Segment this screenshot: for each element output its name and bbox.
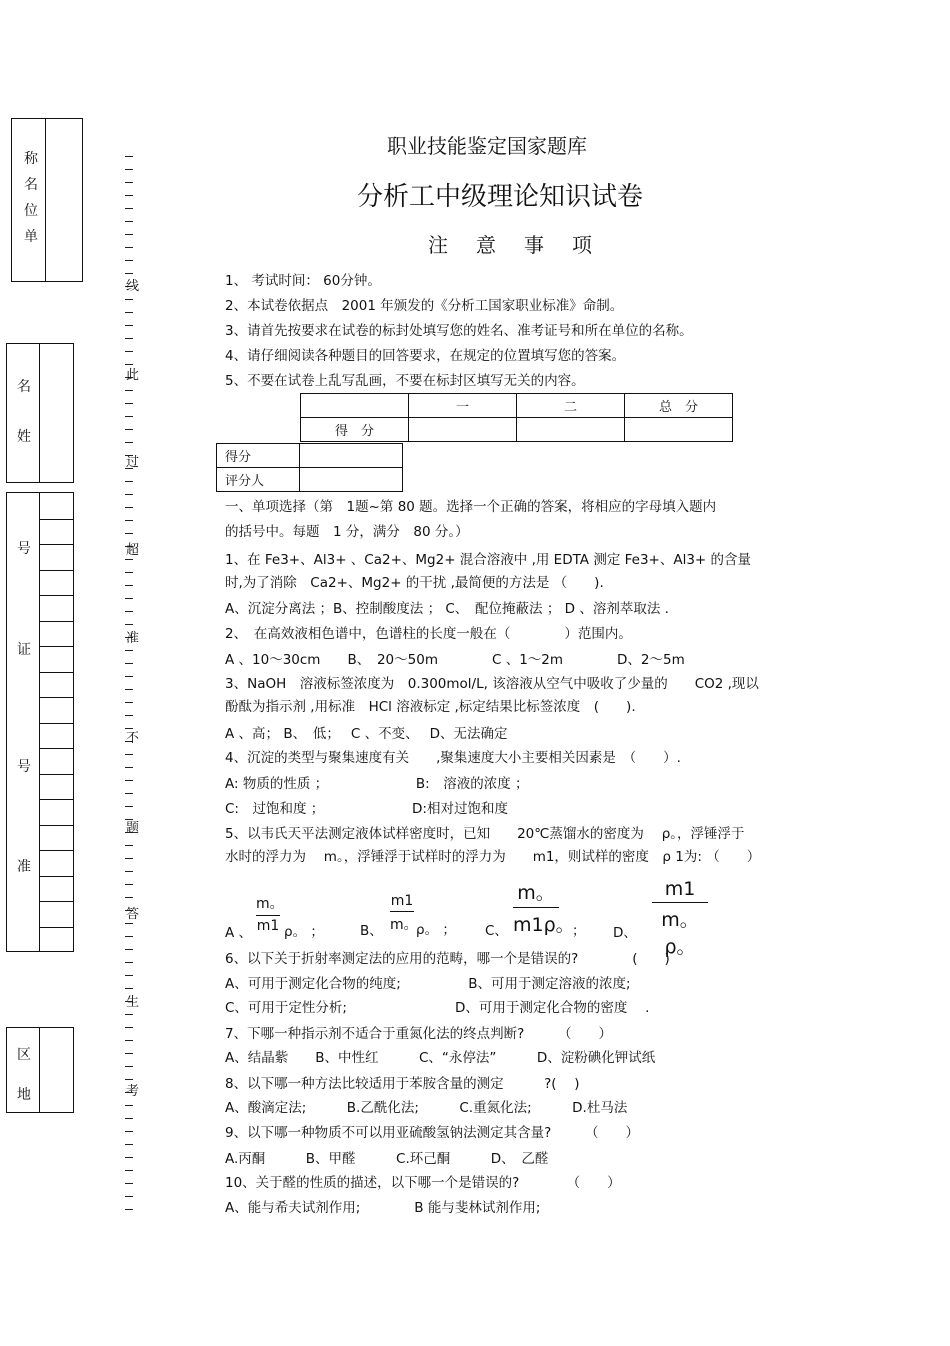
seal-dash (125, 611, 133, 612)
cert-label-char: 证 (17, 642, 31, 658)
score-cell[interactable] (625, 418, 733, 442)
grader-cell[interactable] (300, 444, 403, 468)
score-header-cell (301, 394, 409, 418)
q5-c-numerator: m。 (517, 882, 555, 904)
seal-dash (125, 325, 133, 326)
seal-dash (125, 923, 133, 924)
question-line: 水时的浮力为 m。，浮锤浮于试样时的浮力为 m1，则试样的密度 ρ 1为: （ ） (225, 849, 761, 865)
seal-dash (125, 559, 133, 560)
q5-b-numerator: m1 (390, 893, 414, 909)
seal-dash (125, 338, 133, 339)
seal-dash (125, 1157, 133, 1158)
seal-dash (125, 936, 133, 937)
q5-a-denominator: m1 (256, 918, 280, 934)
q5-option-b-tail: ρ。 ； (416, 922, 456, 938)
seal-dash (125, 221, 133, 222)
seal-dash (125, 663, 133, 664)
seal-dash (125, 845, 133, 846)
seal-dash (125, 533, 133, 534)
seal-dash (125, 208, 133, 209)
note-line: 5、不要在试卷上乱写乱画，不要在标封区填写无关的内容。 (225, 373, 585, 389)
seal-dash (125, 390, 133, 391)
question-options: C: 过饱和度 ； D:相对过饱和度 (225, 801, 508, 817)
question-line: 1、在 Fe3+、Al3+ 、Ca2+、Mg2+ 混合溶液中 ,用 EDTA 测定 Fe3+、Al3+ 的含量 (225, 552, 752, 568)
seal-dash (125, 351, 133, 352)
seal-char: 生 (126, 995, 140, 1010)
question-options: A 、高； B、 低； C 、不变、 D、无法确定 (225, 726, 508, 742)
seal-char: 考 (126, 1084, 140, 1099)
cert-cell-divider (40, 544, 73, 545)
question-line: 6、以下关于折射率测定法的应用的范畴，哪一个是错误的? ( ) (225, 951, 670, 967)
question-options: A、能与希夫试剂作用; B 能与斐林试剂作用; (225, 1200, 541, 1216)
seal-dash (125, 819, 133, 820)
seal-char: 线 (126, 279, 140, 294)
unit-label-char: 名 (24, 177, 38, 193)
cert-cell-divider (40, 748, 73, 749)
score-table (300, 393, 733, 442)
cert-cell-divider (40, 646, 73, 647)
cert-cell-divider (40, 825, 73, 826)
seal-dash (125, 429, 133, 430)
cert-cell-divider (40, 901, 73, 902)
question-line: 5、以韦氏天平法测定液体试样密度时，已知 20℃蒸馏水的密度为 ρ。，浮锤浮于 (225, 826, 745, 842)
seal-dash (125, 1027, 133, 1028)
seal-dash (125, 494, 133, 495)
question-options: C、可用于定性分析; D、可用于测定化合物的密度 . (225, 1000, 650, 1016)
cert-cell-divider (40, 672, 73, 673)
cert-cell-divider (40, 621, 73, 622)
note-line: 1、 考试时间： 60分钟。 (225, 273, 381, 289)
score-cell[interactable] (409, 418, 517, 442)
question-options: A.丙酮 B、甲醛 C.环己酮 D、 乙醛 (225, 1151, 549, 1167)
seal-dash (125, 1209, 133, 1210)
question-options: A、沉淀分离法 ；B、控制酸度法 ； C、 配位掩蔽法 ； D 、溶剂萃取法 . (225, 601, 669, 617)
seal-dash (125, 1170, 133, 1171)
seal-dash (125, 1183, 133, 1184)
seal-dash (125, 650, 133, 651)
score-header-cell: 一 (409, 394, 517, 418)
seal-dash (125, 949, 133, 950)
question-line: 时,为了消除 Ca2+、Mg2+ 的干扰 ,最简便的方法是 （ ). (225, 575, 604, 591)
cert-label-char: 号 (17, 759, 31, 775)
note-line: 2、本试卷依据点 2001 年颁发的《分析工国家职业标准》命制。 (225, 298, 624, 314)
cert-cell-divider (40, 774, 73, 775)
q5-option-c-fraction (513, 878, 575, 937)
score-header-cell: 二 (517, 394, 625, 418)
cert-cell-divider (40, 723, 73, 724)
question-options: A、可用于测定化合物的纯度; B、可用于测定溶液的浓度; (225, 976, 631, 992)
seal-dash (125, 624, 133, 625)
seal-dash (125, 234, 133, 235)
cert-number-box (6, 492, 74, 952)
seal-dash (125, 169, 133, 170)
seal-dash (125, 1196, 133, 1197)
question-line: 9、以下哪一种物质不可以用亚硫酸氢钠法测定其含量? （ ） (225, 1125, 640, 1141)
seal-dash (125, 260, 133, 261)
note-line: 3、请首先按要求在试卷的标封处填写您的姓名、准考证号和所在单位的名称。 (225, 323, 693, 339)
seal-dash (125, 1014, 133, 1015)
seal-dash (125, 676, 133, 677)
seal-dash (125, 1105, 133, 1106)
question-line: 10、关于醛的性质的描述，以下哪一个是错误的? （ ） (225, 1175, 621, 1191)
q5-b-denominator: m。 (390, 917, 418, 933)
question-line: 酚酞为指示剂 ,用标准 HCl 溶液标定 ,标定结果比标签浓度 ( ). (225, 699, 636, 715)
seal-char: 准 (126, 631, 140, 646)
grader-label: 得分 (217, 444, 300, 468)
question-options: A、结晶紫 B、中性红 C、“永停法” D、淀粉碘化钾试纸 (225, 1050, 656, 1066)
region-label-char: 地 (17, 1087, 31, 1103)
grader-cell[interactable] (300, 468, 403, 492)
seal-char: 此 (126, 368, 140, 383)
question-line: 3、NaOH 溶液标签浓度为 0.300mol/L, 该溶液从空气中吸收了少量的 CO2 ,现以 (225, 676, 759, 692)
seal-dash (125, 195, 133, 196)
exam-bank-title: 职业技能鉴定国家题库 (387, 134, 587, 158)
question-options: A: 物质的性质 ； B: 溶液的浓度 ； (225, 776, 529, 792)
notice-heading: 注 意 事 项 (428, 233, 596, 257)
seal-dash (125, 364, 133, 365)
cert-cell-divider (40, 850, 73, 851)
cert-cell-divider (40, 595, 73, 596)
seal-dash (125, 520, 133, 521)
seal-dash (125, 507, 133, 508)
seal-dash (125, 312, 133, 313)
score-row-label: 得 分 (301, 418, 409, 442)
seal-dash (125, 728, 133, 729)
section-intro: 一、单项选择（第 1题~第 80 题。选择一个正确的答案，将相应的字母填入题内 (225, 499, 717, 515)
seal-dash (125, 897, 133, 898)
note-line: 4、请仔细阅读各种题目的回答要求，在规定的位置填写您的答案。 (225, 348, 626, 364)
seal-dash (125, 403, 133, 404)
cert-label-char: 号 (17, 541, 31, 557)
seal-char: 题 (126, 821, 140, 836)
seal-dash (125, 780, 133, 781)
q5-option-d-fraction (652, 878, 708, 959)
question-options: A、酸滴定法; B.乙酰化法; C.重氮化法; D.杜马法 (225, 1100, 628, 1116)
exam-title: 分析工中级理论知识试卷 (357, 182, 644, 212)
q5-c-denominator: m1ρ。 (513, 914, 575, 936)
seal-dash (125, 273, 133, 274)
name-box (6, 343, 74, 483)
seal-char: 超 (126, 543, 140, 558)
seal-dash (125, 1053, 133, 1054)
name-label-char: 名 (17, 379, 31, 395)
cert-cell-divider (40, 927, 73, 928)
question-line: 7、下哪一种指示剂不适合于重氮化法的终点判断? （ ） (225, 1026, 613, 1042)
section-intro: 的括号中。每题 1 分，满分 80 分。） (225, 524, 469, 540)
cert-cell-divider (40, 697, 73, 698)
seal-dash (125, 585, 133, 586)
seal-dash (125, 1066, 133, 1067)
question-options: A 、10～30cm B、 20～50m C 、1～2m D、2～5m (225, 652, 685, 668)
seal-dash (125, 793, 133, 794)
grader-label: 评分人 (217, 468, 300, 492)
q5-option-b-fraction (390, 893, 418, 934)
seal-dash (125, 598, 133, 599)
seal-dash (125, 572, 133, 573)
seal-dash (125, 1144, 133, 1145)
cert-cell-divider (40, 519, 73, 520)
seal-dash (125, 1118, 133, 1119)
cert-cell-divider (40, 876, 73, 877)
cert-label-char: 准 (17, 859, 31, 875)
seal-dash (125, 702, 133, 703)
seal-dash (125, 871, 133, 872)
q5-d-numerator: m1 (664, 878, 696, 900)
seal-dash-line (125, 156, 135, 1216)
seal-dash (125, 247, 133, 248)
seal-dash (125, 182, 133, 183)
seal-dash (125, 767, 133, 768)
seal-dash (125, 858, 133, 859)
seal-dash (125, 975, 133, 976)
cert-cell-divider (40, 570, 73, 571)
seal-dash (125, 754, 133, 755)
seal-dash (125, 962, 133, 963)
seal-dash (125, 806, 133, 807)
q5-d-denominator: m。ρ。 (661, 909, 699, 958)
region-label-char: 区 (17, 1047, 31, 1063)
q5-option-d-label: D、 (613, 925, 637, 941)
seal-dash (125, 481, 133, 482)
seal-char: 答 (126, 907, 140, 922)
seal-dash (125, 299, 133, 300)
q5-a-numerator: m。 (256, 896, 284, 912)
seal-char: 过 (126, 455, 140, 470)
q5-option-a-fraction (256, 893, 284, 934)
seal-dash (125, 689, 133, 690)
unit-label-char: 单 (24, 229, 38, 245)
seal-dash (125, 988, 133, 989)
cert-cell-divider (40, 799, 73, 800)
unit-box (11, 118, 83, 282)
seal-dash (125, 1079, 133, 1080)
seal-dash (125, 1131, 133, 1132)
seal-dash (125, 884, 133, 885)
name-label-char: 姓 (17, 429, 31, 445)
question-line: 4、沉淀的类型与聚集速度有关 ,聚集速度大小主要相关因素是 （ ）. (225, 750, 681, 766)
seal-dash (125, 1040, 133, 1041)
q5-option-c-label: C、 (485, 923, 508, 939)
grader-table (216, 443, 403, 492)
q5-option-c-tail: ； (572, 923, 586, 939)
q5-option-a-label: A 、 (225, 925, 253, 941)
question-line: 8、以下哪一种方法比较适用于苯胺含量的测定 ?( ) (225, 1076, 580, 1092)
unit-label-char: 称 (24, 151, 38, 167)
q5-option-b-label: B、 (360, 923, 383, 939)
seal-char: 不 (126, 731, 140, 746)
seal-dash (125, 442, 133, 443)
seal-dash (125, 156, 133, 157)
q5-option-a-tail: ρ。 ； (284, 924, 324, 940)
score-header-cell: 总 分 (625, 394, 733, 418)
seal-dash (125, 416, 133, 417)
seal-dash (125, 715, 133, 716)
score-cell[interactable] (517, 418, 625, 442)
unit-label-char: 位 (24, 203, 38, 219)
question-line: 2、 在高效液相色谱中，色谱柱的长度一般在（ ）范围内。 (225, 626, 632, 642)
